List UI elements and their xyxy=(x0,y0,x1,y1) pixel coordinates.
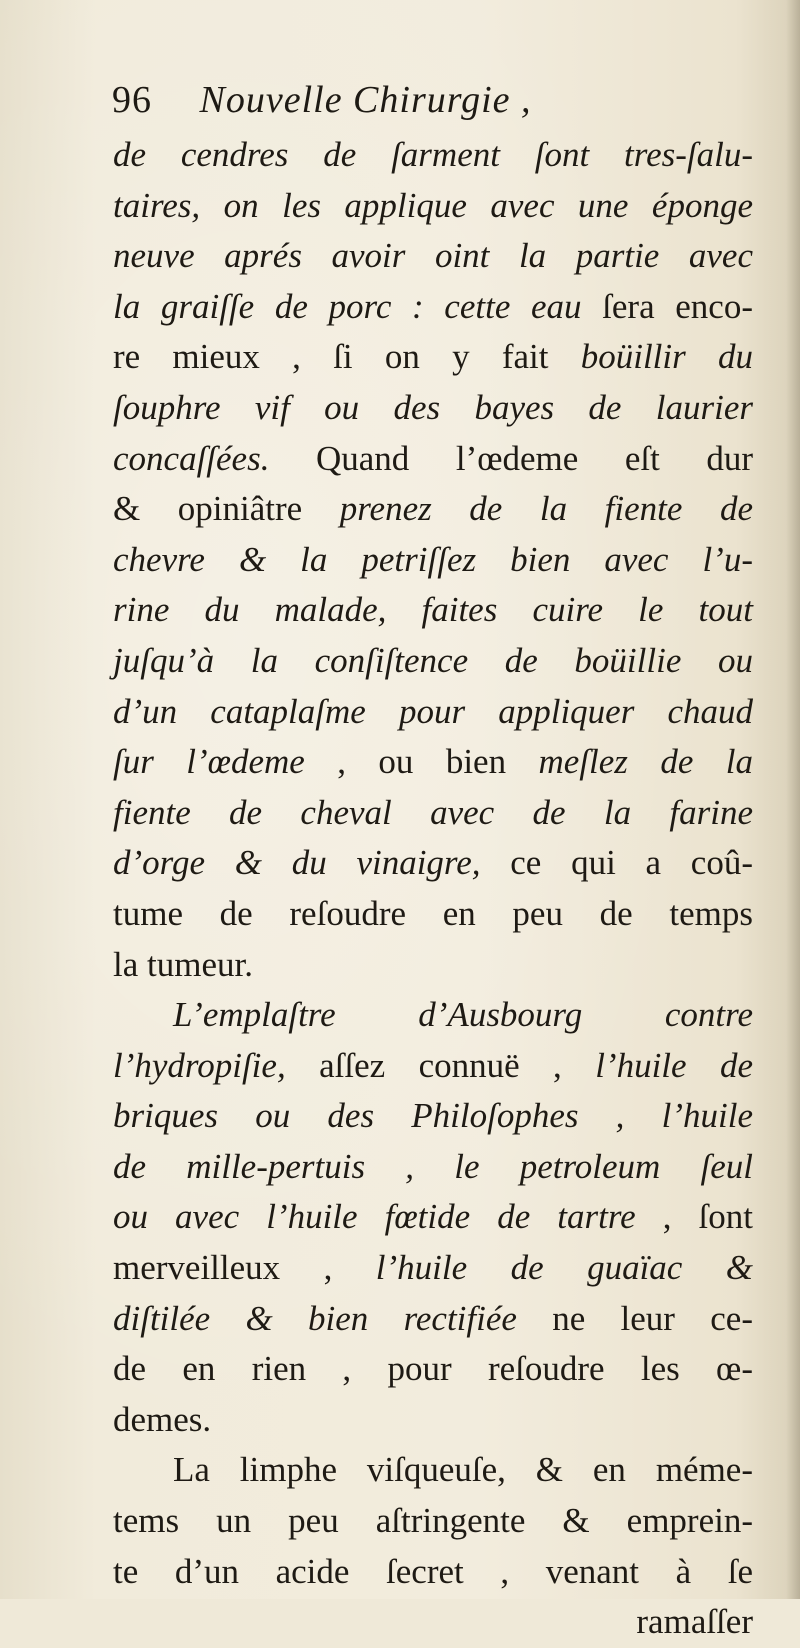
text-segment: rine du malade, faites cuire le tout xyxy=(113,590,753,630)
text-segment: prenez de la fiente de xyxy=(339,489,753,529)
text-segment: merveilleux , xyxy=(113,1248,376,1288)
text-segment: l’huile de xyxy=(595,1045,754,1085)
text-segment: de mille-pertuis , le petroleum ſeul xyxy=(113,1146,753,1186)
text-segment: aſſez connuë , xyxy=(319,1045,596,1085)
text-segment: te d’un acide ſecret , venant à ſe xyxy=(113,1551,753,1591)
body-text xyxy=(113,130,753,1648)
text-segment: de cendres de ſarment ſont tres-ſalu- xyxy=(113,135,753,174)
text-line xyxy=(113,535,753,586)
text-line xyxy=(113,1597,753,1648)
page-number: 96 xyxy=(112,79,152,121)
text-segment: re mieux , ſi on y fait xyxy=(113,337,581,377)
text-segment: meſlez de la xyxy=(538,742,753,782)
text-segment: demes. xyxy=(113,1399,212,1439)
text-segment: ſera enco- xyxy=(602,286,753,326)
text-line xyxy=(113,434,753,485)
text-segment: chevre & la petriſſez bien avec l’u- xyxy=(113,539,753,579)
text-line xyxy=(113,737,753,788)
text-segment: ramaſſer xyxy=(636,1602,753,1642)
text-line xyxy=(113,282,753,333)
text-segment: l’hydropiſie, xyxy=(113,1045,320,1085)
text-segment: L’emplaſtre d’Ausbourg contre xyxy=(173,995,753,1035)
text-segment: neuve aprés avoir oint la partie avec xyxy=(113,236,753,276)
text-line xyxy=(113,687,753,738)
text-line xyxy=(113,585,753,636)
text-segment: ou avec l’huile fœtide de tartre xyxy=(113,1197,663,1237)
text-line xyxy=(113,332,753,383)
text-line xyxy=(113,1344,753,1395)
text-line xyxy=(113,1091,753,1142)
text-segment: la graiſſe de porc : cette eau xyxy=(113,286,603,326)
text-line xyxy=(113,1294,753,1345)
text-line xyxy=(113,1192,753,1243)
text-line xyxy=(113,1142,753,1193)
text-segment: , ſont xyxy=(662,1197,753,1237)
text-segment: ſur l’œdeme xyxy=(113,742,338,782)
text-segment: La limphe viſqueuſe, & en méme- xyxy=(173,1450,753,1490)
text-segment: d’orge & du vinaigre, xyxy=(113,843,511,883)
running-title: Nouvelle Chirurgie , xyxy=(199,79,532,121)
text-line xyxy=(113,1395,753,1446)
text-segment: tume de reſoudre en peu de temps xyxy=(113,893,753,933)
text-segment: taires, on les applique avec une éponge xyxy=(113,185,753,225)
page-header xyxy=(112,78,712,128)
text-line xyxy=(113,990,753,1041)
text-segment: juſqu’à la conſiſtence de boüillie ou xyxy=(113,640,753,680)
text-segment: boüillir du xyxy=(580,337,753,377)
text-line xyxy=(113,1547,753,1598)
text-segment: briques ou des Philoſophes , l’huile xyxy=(113,1096,753,1136)
text-segment: l’huile de guaïac & xyxy=(375,1248,753,1288)
text-segment: ne leur ce- xyxy=(552,1298,753,1338)
text-line xyxy=(113,383,753,434)
text-segment: d’un cataplaſme pour appliquer chaud xyxy=(113,691,753,731)
text-line xyxy=(113,1496,753,1547)
text-segment: concaſſées. xyxy=(113,438,316,478)
text-segment: & opiniâtre xyxy=(113,489,340,529)
text-line xyxy=(113,940,753,991)
text-line xyxy=(113,636,753,687)
text-line xyxy=(113,130,753,181)
text-segment: fiente de cheval avec de la farine xyxy=(113,792,753,832)
text-line xyxy=(113,788,753,839)
text-segment: ſouphre vif ou des bayes de laurier xyxy=(113,387,753,427)
text-line xyxy=(113,838,753,889)
text-line xyxy=(113,181,753,232)
text-segment: diſtilée & bien rectifiée xyxy=(113,1298,553,1338)
text-line xyxy=(113,231,753,282)
text-segment: de en rien , pour reſoudre les œ- xyxy=(113,1349,753,1389)
text-segment: la tumeur. xyxy=(113,944,253,984)
text-line xyxy=(113,889,753,940)
text-line xyxy=(113,1445,753,1496)
text-segment: tems un peu aſtringente & emprein- xyxy=(113,1501,753,1541)
text-segment: ce qui a coû- xyxy=(510,843,753,883)
page-edge-shadow xyxy=(786,0,800,1599)
text-segment: , ou bien xyxy=(337,742,539,782)
text-segment: Quand l’œdeme eſt dur xyxy=(316,438,753,478)
text-line xyxy=(113,1243,753,1294)
text-line xyxy=(113,484,753,535)
text-line xyxy=(113,1041,753,1092)
